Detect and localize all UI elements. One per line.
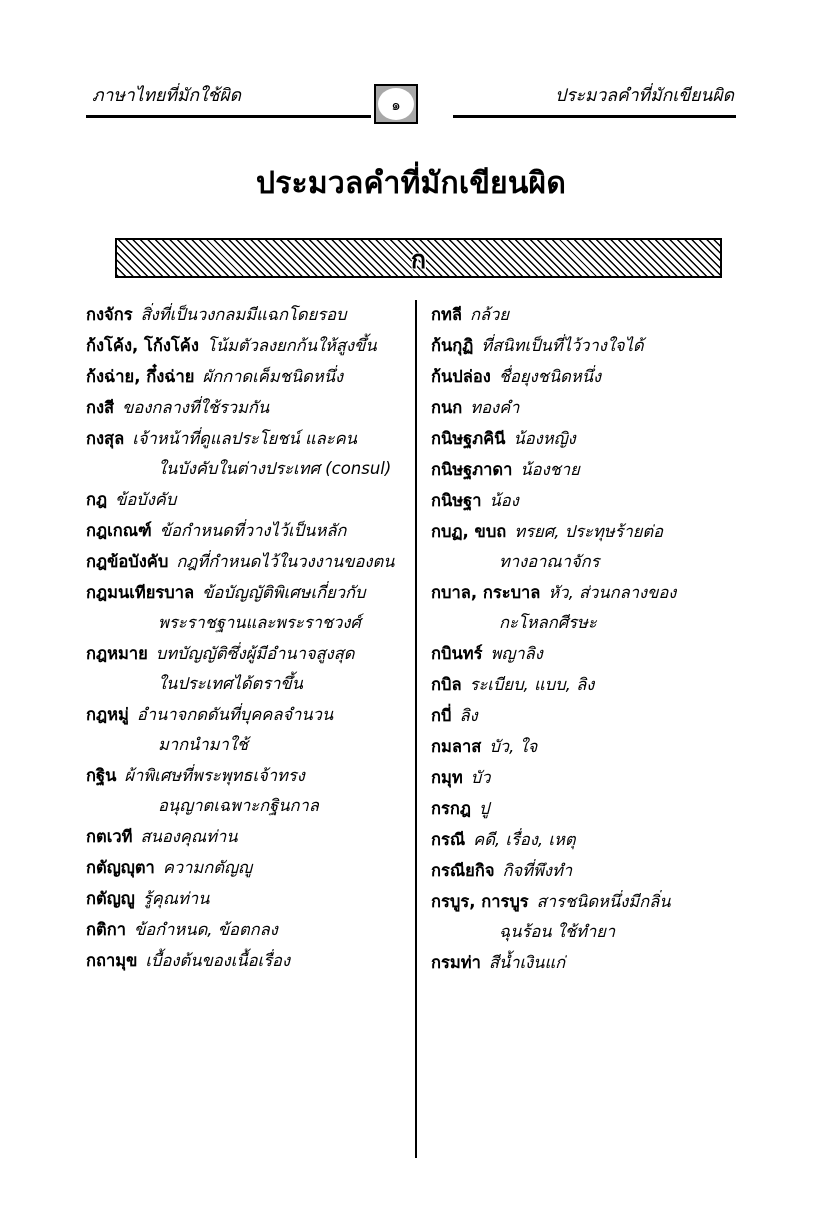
dictionary-entry: [86, 362, 404, 392]
entry-term: กนิษฐภาดา: [431, 460, 513, 479]
entry-definition: ข้อกำหนด, ข้อตกลง: [133, 920, 278, 939]
entry-definition: ที่สนิทเป็นที่ไว้วางใจได้: [481, 336, 644, 355]
header-rule-left: [86, 115, 371, 118]
section-letter-band: [115, 238, 722, 278]
entry-term: กบี่: [431, 706, 452, 725]
entry-definition-continuation: มากนำมาใช้: [158, 735, 249, 754]
page-title: ประมวลคำที่มักเขียนผิด: [255, 166, 566, 201]
entry-term: ก้นปล่อง: [431, 367, 491, 386]
column-divider: [415, 300, 417, 1158]
header-rule-right: [453, 115, 736, 118]
page-number-oval: [378, 88, 414, 120]
dictionary-entry: [86, 578, 404, 638]
entry-definition-continuation: อนุญาตเฉพาะกฐินกาล: [158, 796, 319, 815]
entry-term: กงสุล: [86, 429, 125, 448]
dictionary-entry: [431, 424, 749, 454]
entry-definition: ทองคำ: [470, 398, 520, 417]
entry-term: กบฏ, ขบถ: [431, 522, 507, 541]
dictionary-entry: [86, 915, 404, 945]
entry-definition: ทรยศ, ประทุษร้ายต่อ: [514, 522, 664, 541]
entry-term: กฎ: [86, 490, 108, 509]
entry-term: กตเวที: [86, 827, 133, 846]
entry-columns: [86, 300, 736, 1160]
dictionary-entry: [86, 884, 404, 914]
entry-definition: อำนาจกดดันที่บุคคลจำนวน: [136, 705, 334, 724]
entry-term: กรมท่า: [431, 953, 481, 972]
running-header-right-title: ประมวลคำที่มักเขียนผิด: [555, 86, 734, 106]
entry-definition: ปู: [478, 799, 490, 818]
entry-definition: สิ่งที่เป็นวงกลมมีแฉกโดยรอบ: [140, 305, 347, 324]
entry-term: กนิษฐา: [431, 491, 482, 510]
entry-term: กมุท: [431, 768, 463, 787]
entry-term: กฎหมู่: [86, 705, 129, 724]
entry-definition: รู้คุณท่าน: [142, 889, 210, 908]
dictionary-entry: [431, 763, 749, 793]
running-header: [86, 84, 736, 130]
entry-column-right: [431, 300, 749, 979]
entry-definition-continuation: ในบังคับในต่างประเทศ (consul): [158, 459, 392, 478]
entry-term: ก้งโค้ง, โก้งโค้ง: [86, 336, 199, 355]
dictionary-entry: [86, 853, 404, 883]
dictionary-entry: [431, 578, 749, 638]
entry-definition: ความกตัญญู: [162, 858, 253, 877]
dictionary-entry: [431, 362, 749, 392]
entry-column-left: [86, 300, 404, 977]
entry-definition: พญาลิง: [490, 644, 543, 663]
entry-definition: น้องชาย: [520, 460, 580, 479]
entry-definition: ข้อบัญญัติพิเศษเกี่ยวกับ: [202, 583, 366, 602]
entry-definition-continuation: กะโหลกศีรษะ: [499, 613, 597, 632]
entry-definition-continuation: ฉุนร้อน ใช้ทำยา: [499, 922, 616, 941]
entry-term: กฎเกณฑ์: [86, 521, 152, 540]
entry-term: ก้งฉ่าย, กึ๋งฉ่าย: [86, 367, 195, 386]
entry-term: กบาล, กระบาล: [431, 583, 541, 602]
dictionary-entry: [431, 701, 749, 731]
entry-term: กบิล: [431, 675, 462, 694]
entry-definition: บัว: [470, 768, 491, 787]
entry-term: กฐิน: [86, 766, 117, 785]
dictionary-entry: [431, 670, 749, 700]
dictionary-entry: [86, 761, 404, 821]
entry-definition: ข้อบังคับ: [115, 490, 177, 509]
entry-definition: ชื่อยุงชนิดหนึ่ง: [498, 367, 602, 386]
entry-term: กบินทร์: [431, 644, 483, 663]
dictionary-entry: [86, 639, 404, 699]
dictionary-entry: [431, 455, 749, 485]
dictionary-entry: [86, 547, 404, 577]
entry-term: กงจักร: [86, 305, 133, 324]
section-letter: ก: [410, 244, 427, 274]
entry-definition: กฎที่กำหนดไว้ในวงงานของตน: [176, 552, 395, 571]
dictionary-entry: [86, 516, 404, 546]
entry-definition: ผักกาดเค็มชนิดหนึ่ง: [202, 367, 344, 386]
entry-definition: สีน้ำเงินแก่: [488, 953, 566, 972]
dictionary-entry: [431, 639, 749, 669]
entry-term: กฎข้อบังคับ: [86, 552, 169, 571]
dictionary-entry: [431, 393, 749, 423]
entry-term: กถามุข: [86, 951, 138, 970]
entry-definition: ระเบียบ, แบบ, ลิง: [469, 675, 595, 694]
entry-definition: กิจที่พึงทำ: [502, 861, 573, 880]
page-number-badge: [374, 84, 418, 124]
dictionary-entry: [86, 700, 404, 760]
entry-definition: บัว, ใจ: [489, 737, 538, 756]
running-header-left-title: ภาษาไทยที่มักใช้ผิด: [92, 86, 242, 106]
entry-term: กฎหมาย: [86, 644, 148, 663]
entry-definition: สารชนิดหนึ่งมีกลิ่น: [536, 892, 671, 911]
dictionary-entry: [431, 948, 749, 978]
entry-definition: ของกลางที่ใช้รวมกัน: [122, 398, 270, 417]
entry-definition-continuation: พระราชฐานและพระราชวงศ์: [158, 613, 361, 632]
dictionary-entry: [86, 485, 404, 515]
entry-term: กรณี: [431, 830, 466, 849]
entry-term: กติกา: [86, 920, 126, 939]
dictionary-entry: [431, 825, 749, 855]
entry-term: ก้นกุฏิ: [431, 336, 474, 355]
dictionary-entry: [431, 732, 749, 762]
dictionary-entry: [431, 887, 749, 947]
entry-term: กทลี: [431, 305, 462, 324]
page-number-text: ๑: [391, 95, 401, 114]
entry-term: กตัญญู: [86, 889, 135, 908]
dictionary-entry: [86, 946, 404, 976]
dictionary-entry: [431, 331, 749, 361]
dictionary-entry: [86, 331, 404, 361]
entry-term: กมลาส: [431, 737, 482, 756]
entry-definition: คดี, เรื่อง, เหตุ: [473, 830, 576, 849]
entry-term: กรณียกิจ: [431, 861, 495, 880]
entry-definition-continuation: ในประเทศได้ตราขึ้น: [158, 674, 303, 693]
entry-definition: เจ้าหน้าที่ดูแลประโยชน์ และคน: [132, 429, 357, 448]
dictionary-entry: [431, 300, 749, 330]
entry-definition: โน้มตัวลงยกก้นให้สูงขึ้น: [206, 336, 377, 355]
dictionary-entry: [86, 822, 404, 852]
entry-definition: น้อง: [489, 491, 519, 510]
entry-term: กตัญญุตา: [86, 858, 155, 877]
dictionary-entry: [431, 794, 749, 824]
dictionary-entry: [86, 393, 404, 423]
entry-term: กนก: [431, 398, 463, 417]
entry-definition: น้องหญิง: [513, 429, 576, 448]
entry-term: กรกฎ: [431, 799, 471, 818]
entry-definition: สนองคุณท่าน: [140, 827, 238, 846]
entry-definition: เบื้องต้นของเนื้อเรื่อง: [145, 951, 291, 970]
entry-term: กงสี: [86, 398, 115, 417]
entry-definition-continuation: ทางอาณาจักร: [499, 552, 600, 571]
entry-definition: ข้อกำหนดที่วางไว้เป็นหลัก: [159, 521, 347, 540]
dictionary-entry: [431, 517, 749, 577]
entry-definition: ผ้าพิเศษที่พระพุทธเจ้าทรง: [124, 766, 305, 785]
dictionary-entry: [86, 300, 404, 330]
dictionary-entry: [431, 856, 749, 886]
entry-definition: หัว, ส่วนกลางของ: [548, 583, 677, 602]
entry-term: กฎมนเทียรบาล: [86, 583, 195, 602]
entry-definition: กล้วย: [469, 305, 510, 324]
entry-definition: ลิง: [459, 706, 478, 725]
entry-term: กนิษฐภคินี: [431, 429, 506, 448]
dictionary-entry: [86, 424, 404, 484]
entry-term: กรบูร, การบูร: [431, 892, 529, 911]
entry-definition: บทบัญญัติซึ่งผู้มีอำนาจสูงสุด: [155, 644, 355, 663]
dictionary-entry: [431, 486, 749, 516]
